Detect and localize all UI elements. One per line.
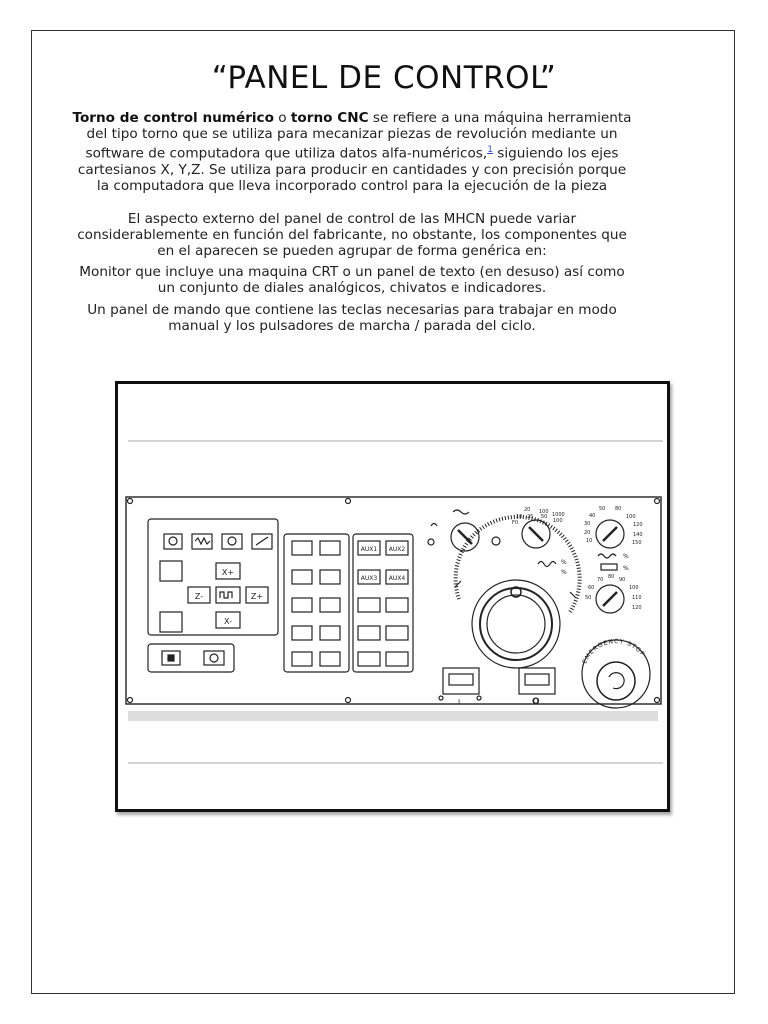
function-keys-a xyxy=(292,541,340,666)
command-panel-paragraph: Un panel de mando que contiene las teclas necesarias para trabajar en modo manual y los pulsadores de marcha / parada del ciclo. xyxy=(87,302,617,334)
scale-label: 100 xyxy=(629,585,639,591)
screw-icon xyxy=(128,499,133,504)
coolant-key[interactable] xyxy=(222,534,242,549)
aux-keys xyxy=(358,541,408,666)
emergency-stop-button[interactable] xyxy=(597,662,635,700)
function-key[interactable] xyxy=(320,598,340,612)
x-plus-label: X+ xyxy=(221,568,235,577)
reset-arrow-icon xyxy=(609,673,624,689)
function-key[interactable] xyxy=(358,598,380,612)
text-fragment: piezas de revolución mediante un xyxy=(383,126,618,142)
screw-icon xyxy=(346,698,351,703)
percent-label: % xyxy=(623,565,629,572)
scale-label: 90 xyxy=(619,577,626,583)
handwheel-outer-ring[interactable] xyxy=(472,580,560,668)
cycle-start-window xyxy=(449,674,473,685)
cycle-start-switch[interactable] xyxy=(443,668,479,694)
rapid-knob-pointer xyxy=(603,592,617,606)
percent-label: % xyxy=(561,569,567,576)
scale-label: 70 xyxy=(597,577,604,583)
scale-label: 110 xyxy=(632,595,642,601)
scale-label: 100 xyxy=(539,509,549,515)
spindle-knob-pointer xyxy=(603,527,617,541)
function-key[interactable] xyxy=(320,541,340,555)
percent-label: % xyxy=(623,553,629,560)
mode-selector-dial[interactable] xyxy=(428,510,500,551)
function-key[interactable] xyxy=(292,541,312,555)
scale-label: 20 xyxy=(584,530,591,536)
text-fragment: del tipo xyxy=(86,126,142,142)
emergency-stop[interactable] xyxy=(581,638,650,708)
scale-label: 30 xyxy=(584,521,591,527)
link-software[interactable]: software xyxy=(85,145,144,162)
screw-icon xyxy=(477,696,481,700)
scale-label: 40 xyxy=(589,513,596,519)
scale-label: 100 xyxy=(626,514,636,520)
function-key[interactable] xyxy=(320,570,340,584)
term-torno-control-numerico: Torno de control numérico xyxy=(72,110,274,126)
feed-scale xyxy=(512,507,565,526)
mode-icon xyxy=(428,539,434,545)
screw-icon xyxy=(655,698,660,703)
spindle-scale xyxy=(584,506,643,546)
cycle-stop-window xyxy=(525,674,549,685)
percent-label: % xyxy=(561,559,567,566)
blank-key[interactable] xyxy=(160,561,182,581)
function-key[interactable] xyxy=(386,598,408,612)
scale-label: 150 xyxy=(632,540,642,546)
scale-label: 50 xyxy=(585,595,592,601)
function-key[interactable] xyxy=(292,570,312,584)
jog-key-group xyxy=(148,519,278,635)
mode-knob-pointer xyxy=(458,530,472,544)
function-key[interactable] xyxy=(292,626,312,640)
link-mecanizar[interactable]: mecanizar xyxy=(312,126,384,142)
function-key[interactable] xyxy=(386,652,408,666)
footnote-link[interactable]: 1 xyxy=(487,145,493,155)
screw-icon xyxy=(439,696,443,700)
handwheel[interactable] xyxy=(455,517,580,668)
tool-icon xyxy=(256,537,268,545)
control-panel-figure xyxy=(115,381,670,812)
scale-label: 25 xyxy=(527,514,534,520)
spindle-icon xyxy=(169,537,177,545)
function-key[interactable] xyxy=(358,626,380,640)
camera-key[interactable] xyxy=(204,651,224,665)
bottom-left-key-group xyxy=(148,644,234,672)
link-maquina-herramienta[interactable]: máquina herramienta xyxy=(483,110,632,126)
rapid-scale xyxy=(585,574,642,611)
screw-icon xyxy=(346,499,351,504)
handwheel-rim xyxy=(480,588,552,660)
cycle-stop-label: O xyxy=(532,697,540,707)
cycle-icon xyxy=(168,655,174,661)
spindle-key[interactable] xyxy=(164,534,182,549)
scale-label: 50 xyxy=(599,506,606,512)
page-title: “PANEL DE CONTROL” xyxy=(211,60,557,96)
text-fragment: X, Y,Z. Se utiliza para producir en cantidades y con precisión porque la computadora que lleva incorporado control para la ejecución de la pieza xyxy=(96,161,627,194)
aux2-label: AUX2 xyxy=(388,546,406,553)
emergency-stop-label xyxy=(581,638,646,665)
mode-icon xyxy=(431,524,437,527)
scale-label: F0 xyxy=(512,520,519,526)
scale-label: 120 xyxy=(632,605,642,611)
z-minus-label: Z- xyxy=(194,592,204,601)
link-cartesianos[interactable]: cartesianos xyxy=(77,161,157,178)
x-minus-label: X- xyxy=(224,617,232,626)
indicator-lamp xyxy=(601,564,617,570)
text-fragment: o xyxy=(273,110,291,126)
scale-label: 120 xyxy=(633,522,643,528)
cycle-start-label: I xyxy=(458,698,461,706)
screw-icon xyxy=(128,698,133,703)
mode-icon xyxy=(453,510,469,514)
function-key[interactable] xyxy=(320,652,340,666)
term-torno-cnc: torno CNC xyxy=(290,110,369,126)
text-fragment: que utiliza datos alfa-numéricos, xyxy=(260,145,488,162)
components-paragraph: El aspecto externo del panel de control de las MHCN puede variar considerablemente en función del fabricante, no obstante, los componentes que en el aparecen se pueden agrupar de forma genérica en: xyxy=(77,211,627,259)
scale-label: 100 xyxy=(553,518,563,524)
camera-icon xyxy=(210,654,218,662)
control-panel-drawing xyxy=(118,384,667,809)
mode-icon xyxy=(492,537,500,545)
text-fragment: siguiendo los ejes xyxy=(492,145,619,162)
blank-key[interactable] xyxy=(160,612,182,632)
text-fragment: se refiere a una xyxy=(368,110,484,126)
scale-label: 20 xyxy=(524,507,531,513)
link-computadora[interactable]: computadora xyxy=(169,145,261,162)
wave-icon xyxy=(598,554,616,558)
feed-icon xyxy=(195,538,210,544)
intro-paragraph xyxy=(70,110,634,194)
function-key[interactable] xyxy=(358,652,380,666)
arrow-icon xyxy=(570,592,576,598)
screw-icon xyxy=(655,499,660,504)
text-fragment: que se utiliza para xyxy=(177,126,313,142)
aux4-label: AUX4 xyxy=(388,575,406,582)
scale-label: 80 xyxy=(615,506,622,512)
scale-label: 60 xyxy=(588,585,595,591)
aux3-label: AUX3 xyxy=(360,575,378,582)
scale-label: 10 xyxy=(516,514,523,520)
coolant-icon xyxy=(228,537,236,545)
feed-knob-pointer xyxy=(529,527,543,541)
scale-label: 140 xyxy=(633,532,643,538)
scale-label: 1000 xyxy=(552,512,565,518)
wave-icon xyxy=(538,562,556,567)
spindle-override-dial[interactable] xyxy=(584,506,643,572)
function-key[interactable] xyxy=(386,626,408,640)
scale-label: 10 xyxy=(586,538,593,544)
function-key[interactable] xyxy=(320,626,340,640)
cycle-switches xyxy=(439,668,555,707)
panel-outline xyxy=(126,497,661,704)
handwheel-hub xyxy=(487,595,545,653)
rapid-override-dial[interactable] xyxy=(585,574,642,613)
function-key[interactable] xyxy=(292,598,312,612)
rapid-icon xyxy=(220,592,232,598)
link-torno[interactable]: torno xyxy=(142,126,178,142)
emergency-stop-text: EMERGENCY STOP xyxy=(581,638,647,665)
function-key[interactable] xyxy=(292,652,312,666)
z-plus-label: Z+ xyxy=(250,592,264,601)
jog-keys xyxy=(160,534,272,632)
text-fragment: de xyxy=(143,145,170,162)
scale-label: 50 xyxy=(541,514,548,520)
scale-label: 80 xyxy=(608,574,615,580)
monitor-paragraph: Monitor que incluye una maquina CRT o un panel de texto (en desuso) así como un conjunto de diales analógicos, chivatos e indicadores. xyxy=(79,264,625,296)
aux1-label: AUX1 xyxy=(360,546,378,553)
